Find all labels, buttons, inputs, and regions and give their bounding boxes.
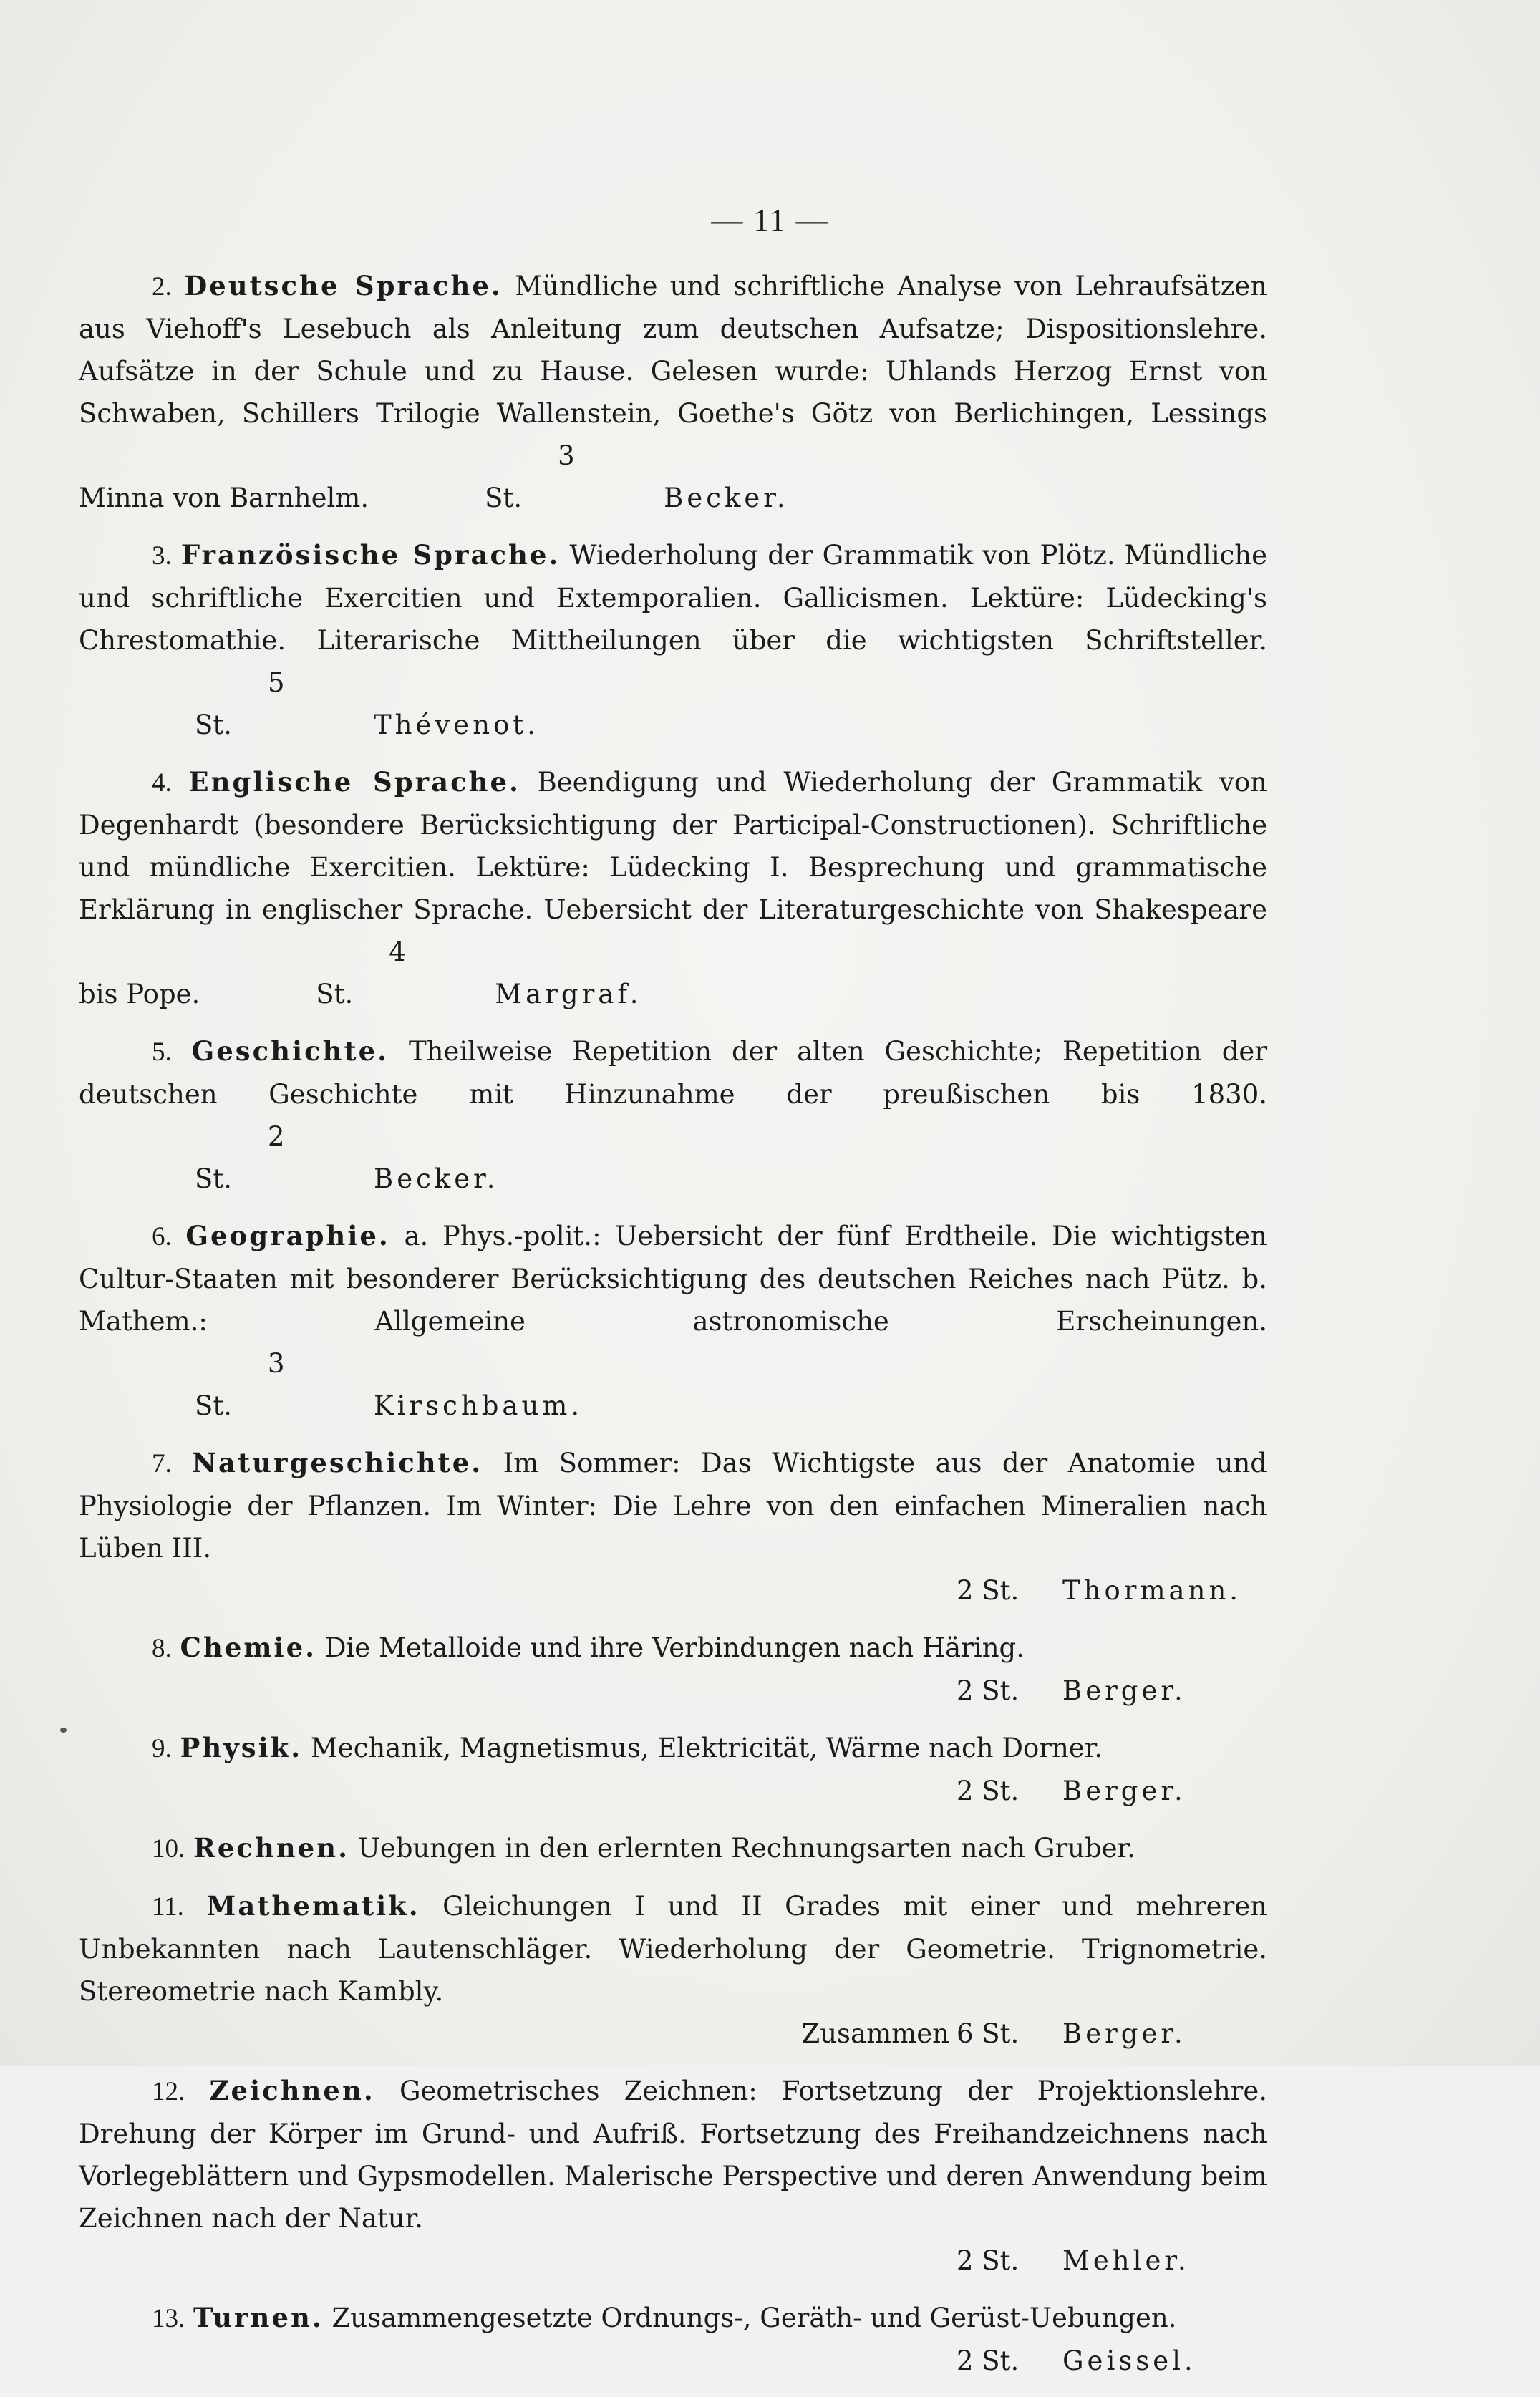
section-tail: [79, 1770, 1267, 1812]
section-paragraph: [79, 1885, 1267, 2013]
section-text: Mechanik, Magnetismus, Elektricität, Wärme nach Dorner.: [310, 1733, 1103, 1763]
section-heading: Chemie.: [180, 1632, 317, 1663]
section-hours: 4 St.: [316, 936, 406, 1009]
section-geographie: [79, 1215, 1267, 1427]
section-mathematik: [79, 1885, 1267, 2055]
section-heading: Turnen.: [193, 2302, 324, 2333]
section-heading: Rechnen.: [193, 1832, 349, 1864]
section-hours: 2 St.: [957, 1575, 1020, 1606]
section-hours: 5 St.: [195, 667, 285, 740]
section-number: 10.: [152, 1834, 185, 1864]
section-englische-sprache: [79, 761, 1267, 1015]
section-number: 7.: [152, 1449, 172, 1478]
section-teacher: Berger.: [1062, 1776, 1186, 1806]
section-teacher: Mehler.: [1062, 2245, 1190, 2276]
section-tail: [79, 2013, 1267, 2055]
section-hours: 2 St.: [957, 1675, 1020, 1706]
section-rechnen: [79, 1827, 1267, 1870]
section-teacher: Thévenot.: [374, 710, 539, 740]
section-number: 12.: [152, 2077, 185, 2106]
section-geschichte: [79, 1030, 1267, 1200]
section-hours: 2 St.: [957, 2245, 1020, 2276]
page-number: — 11 —: [711, 203, 829, 238]
section-hours: 3 St.: [485, 440, 575, 513]
section-heading: Naturgeschichte.: [192, 1447, 483, 1478]
section-turnen: [79, 2297, 1267, 2382]
section-total-label: Zusammen: [801, 2018, 949, 2049]
section-teacher: Kirschbaum.: [374, 1390, 583, 1421]
section-paragraph: [79, 1827, 1267, 1870]
section-text: Beendigung und Wiederholung der Grammatik von Degenhardt (besondere Berücksichtigung der Participal-Constructionen). Schriftliche und mündliche Exercitien. Lektüre: Lüdecking I. Besprechung und grammatische Erklärung in englischer Sprache. Uebersicht der Literaturgeschichte von Shakespeare bis Pope.: [79, 767, 1268, 1009]
section-number: 2.: [152, 272, 172, 301]
section-tail: [122, 1115, 499, 1200]
section-tail: [79, 2340, 1267, 2382]
section-teacher: Becker.: [374, 1163, 499, 1194]
section-paragraph: [79, 1627, 1267, 1670]
section-text: Theilweise Repetition der alten Geschichte; Repetition der deutschen Geschichte mit Hinzunahme der preußischen bis 1830.: [79, 1036, 1268, 1110]
section-paragraph: [79, 1727, 1267, 1770]
section-heading: Physik.: [180, 1732, 303, 1763]
section-number: 3.: [152, 541, 172, 571]
section-number: 11.: [152, 1892, 184, 1922]
section-hours: 6 St.: [957, 2018, 1020, 2049]
section-paragraph: [79, 1442, 1267, 1569]
section-text: a. Phys.-polit.: Uebersicht der fünf Erdtheile. Die wichtigsten Cultur-Staaten mit besonderer Berücksichtigung des deutschen Reiches nach Pütz. b. Mathem.: Allgemeine astronomische Erscheinungen.: [79, 1221, 1268, 1337]
section-teacher: Geissel.: [1062, 2345, 1196, 2376]
section-text: Geometrisches Zeichnen: Fortsetzung der Projektionslehre. Drehung der Körper im Grund- und Aufriß. Fortsetzung des Freihandzeichnens nach Vorlegeblättern und Gypsmodellen. Malerische Perspective und deren Anwendung beim Zeichnen nach der Natur.: [79, 2076, 1268, 2234]
section-heading: Deutsche Sprache.: [184, 270, 503, 301]
section-deutsche-sprache: [79, 265, 1267, 519]
section-tail: [412, 435, 789, 519]
section-teacher: Berger.: [1062, 1675, 1186, 1706]
section-tail: [79, 1670, 1267, 1712]
section-number: 9.: [152, 1734, 172, 1763]
section-text: Wiederholung der Grammatik von Plötz. Mündliche und schriftliche Exercitien und Extemporalien. Gallicismen. Lektüre: Lüdecking's Chrestomathie. Literarische Mittheilungen über die wichtigsten Schriftsteller.: [79, 540, 1268, 656]
section-physik: [79, 1727, 1267, 1812]
section-text: Uebungen in den erlernten Rechnungsarten nach Gruber.: [357, 1833, 1135, 1864]
section-tail: [243, 931, 641, 1015]
section-teacher: Becker.: [664, 483, 789, 513]
section-franzoesische-sprache: [79, 534, 1267, 746]
curriculum-list: [79, 265, 1267, 2397]
section-heading: Englische Sprache.: [188, 766, 520, 798]
section-paragraph: [79, 1030, 1267, 1200]
section-heading: Geographie.: [185, 1220, 390, 1251]
section-number: 13.: [152, 2304, 185, 2333]
section-hours: 2 St.: [957, 1776, 1020, 1806]
section-teacher: Thormann.: [1062, 1575, 1242, 1606]
section-tail: [122, 662, 539, 746]
section-naturgeschichte: [79, 1442, 1267, 1612]
section-paragraph: [79, 2297, 1267, 2340]
section-zeichnen: [79, 2070, 1267, 2282]
section-hours: 2 St.: [957, 2345, 1020, 2376]
section-tail: [79, 2239, 1267, 2282]
section-text: Zusammengesetzte Ordnungs-, Geräth- und Gerüst-Uebungen.: [331, 2302, 1177, 2333]
section-number: 8.: [152, 1634, 172, 1663]
ink-smudge: [60, 1728, 67, 1733]
section-paragraph: [79, 761, 1267, 1015]
section-paragraph: [79, 534, 1267, 746]
section-text: Gleichungen I und II Grades mit einer und mehreren Unbekannten nach Lautenschläger. Wiederholung der Geometrie. Trignometrie. Stereometrie nach Kambly.: [79, 1891, 1267, 2007]
section-tail: [122, 1342, 583, 1427]
section-hours: 2 St.: [195, 1121, 285, 1194]
section-hours: 3 St.: [195, 1348, 285, 1421]
section-number: 5.: [152, 1037, 172, 1067]
section-heading: Mathematik.: [206, 1890, 420, 1922]
section-paragraph: [79, 2070, 1267, 2239]
section-text: Mündliche und schriftliche Analyse von Lehraufsätzen aus Viehoff's Lesebuch als Anleitung zum deutschen Aufsatze; Dispositionslehre. Aufsätze in der Schule und zu Hause. Gelesen wurde: Uhlands Herzog Ernst von Schwaben, Schillers Trilogie Wallenstein, Goethe's Götz von Berlichingen, Lessings Minna von Barnhelm.: [79, 271, 1267, 513]
section-teacher: Berger.: [1062, 2018, 1186, 2049]
section-number: 6.: [152, 1222, 172, 1251]
section-heading: Zeichnen.: [209, 2075, 375, 2106]
section-tail: [79, 1569, 1267, 1612]
section-heading: Französische Sprache.: [180, 539, 561, 571]
section-teacher: Margraf.: [495, 979, 642, 1009]
section-paragraph: [79, 1215, 1267, 1427]
section-text: Die Metalloide und ihre Verbindungen nach Häring.: [324, 1632, 1025, 1663]
section-chemie: [79, 1627, 1267, 1712]
section-text: Im Sommer: Das Wichtigste aus der Anatomie und Physiologie der Pflanzen. Im Winter: Die Lehre von den einfachen Mineralien nach Lüben III.: [79, 1448, 1267, 1564]
section-paragraph: [79, 265, 1267, 519]
section-heading: Geschichte.: [191, 1035, 389, 1067]
section-number: 4.: [152, 768, 172, 798]
